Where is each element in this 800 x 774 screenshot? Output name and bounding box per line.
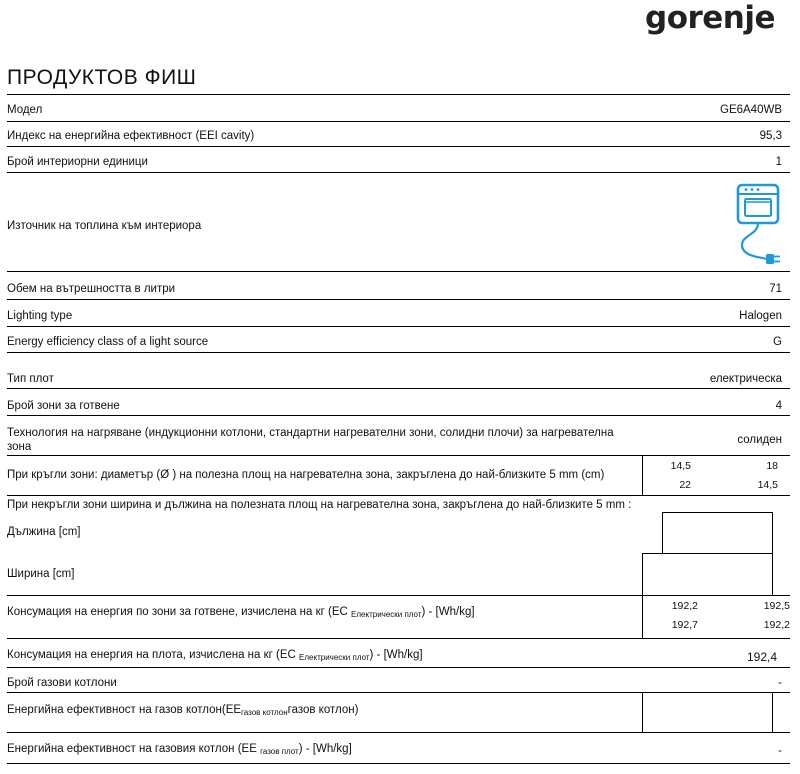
- title-rule: [7, 94, 790, 95]
- heat-source-label: Източник на топлина към интериора: [7, 220, 202, 232]
- light-class-label: Energy efficiency class of a light source: [7, 336, 209, 348]
- zone-energy-value: 192,7: [671, 619, 698, 631]
- gas-efficiency-label: Енергийна ефективност на газов $котлон(EE_{газов котлон}газов$ котлон): [7, 704, 359, 717]
- row-divider: [7, 352, 790, 353]
- cell-border: [642, 553, 772, 554]
- row-divider: [7, 121, 790, 122]
- row-divider: [7, 692, 790, 693]
- cell-border: [662, 512, 772, 513]
- cell-border: [772, 692, 773, 732]
- zone-energy-label: Консумация на енергия по зони за готвене, изчислена на кг (ЕС $_{Електрически плот}$) - [Wh/kg]: [7, 606, 475, 619]
- row-divider: [7, 172, 790, 173]
- brand-logo: gorenje: [645, 0, 776, 36]
- light-class-value: G: [773, 336, 782, 348]
- row-divider: [7, 455, 790, 456]
- zone-diameter: 14,5: [670, 460, 691, 472]
- gas-burners-value: -: [778, 677, 782, 689]
- row-divider: [7, 146, 790, 147]
- zone-energy-value: 192,2: [671, 600, 698, 612]
- row-divider: [7, 388, 790, 389]
- volume-value: 71: [769, 283, 782, 295]
- row-divider: [7, 299, 790, 300]
- model-label: Модел: [7, 104, 43, 116]
- nonround-zones-label: При некръгли зони ширина и дължина на полезната площ на нагревателна зона, закръглена до най-близките 5 mm :: [7, 499, 632, 511]
- row-divider: [7, 271, 790, 272]
- cell-border: [772, 512, 773, 553]
- zone-diameter: 18: [766, 460, 778, 472]
- cell-border: [642, 553, 643, 595]
- row-divider: [7, 495, 790, 496]
- row-divider: [7, 638, 790, 639]
- gas-burners-label: Брой газови котлони: [7, 677, 117, 689]
- cell-border: [642, 692, 643, 732]
- gas-hob-efficiency-value: -: [778, 745, 782, 757]
- eei-value: 95,3: [759, 130, 782, 142]
- zones-label: Брой зони за готвене: [7, 400, 120, 412]
- cell-border: [642, 595, 643, 638]
- model-value: GE6A40WB: [720, 104, 782, 116]
- length-label: Дължина [cm]: [7, 526, 81, 538]
- hob-energy-label: Консумация на енергия на плота, изчислена на кг (ЕС $_{Електрически плот}$) - [Wh/kg]: [7, 649, 423, 662]
- cavities-value: 1: [775, 156, 782, 168]
- hob-energy-value: 192,4: [746, 650, 777, 664]
- width-label: Ширина [cm]: [7, 568, 75, 580]
- zone-diameter: 22: [679, 479, 691, 491]
- zone-energy-value: 192,5: [763, 600, 790, 612]
- zones-value: 4: [775, 400, 782, 412]
- cavities-label: Брой интериорни единици: [7, 156, 148, 168]
- heating-tech-value: солиден: [737, 434, 782, 446]
- electric-oven-icon: [736, 183, 784, 269]
- lighting-label: Lighting type: [7, 310, 73, 322]
- zone-diameter: 14,5: [757, 479, 778, 491]
- eei-label: Индекс на енергийна ефективност (EEI cavity): [7, 130, 255, 142]
- hob-type-value: електрическа: [709, 373, 782, 385]
- cell-border: [772, 553, 773, 595]
- row-divider: [7, 326, 790, 327]
- row-divider: [7, 732, 790, 733]
- page-title: ПРОДУКТОВ ФИШ: [7, 66, 197, 89]
- row-divider: [7, 415, 790, 416]
- volume-label: Обем на вътрешността в литри: [7, 283, 176, 295]
- round-zones-label: При кръгли зони: диаметър (Ø ) на полезна площ на нагревателна зона, закръглена до най-близките 5 mm (cm): [7, 469, 605, 481]
- cell-border: [662, 512, 663, 553]
- hob-type-label: Тип плот: [7, 373, 54, 385]
- cell-border: [642, 455, 643, 495]
- row-divider: [7, 595, 790, 596]
- row-divider: [7, 667, 790, 668]
- heating-tech-label: Технология на нагряване (индукционни котлони, стандартни нагревателни зони, солидни плочи) за нагревателна зона: [7, 427, 614, 453]
- row-divider: [7, 763, 790, 764]
- zone-energy-value: 192,2: [763, 619, 790, 631]
- lighting-value: Halogen: [739, 310, 782, 322]
- gas-hob-efficiency-label: Енергийна ефективност на газовия котлон (EE $_{газов плот}$) - [Wh/kg]: [7, 743, 352, 756]
